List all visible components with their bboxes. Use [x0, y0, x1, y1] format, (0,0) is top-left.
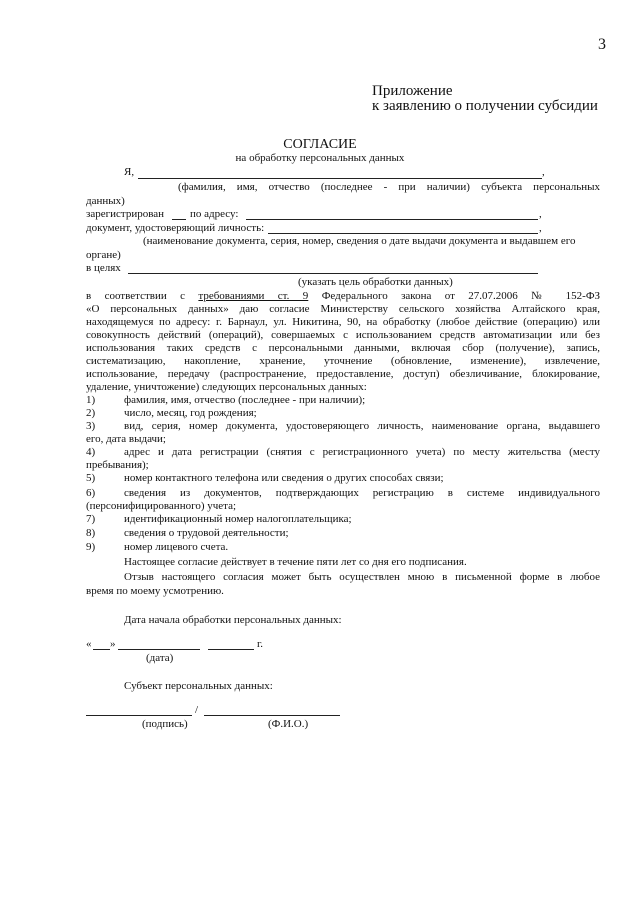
- subject-label: Субъект персональных данных:: [124, 680, 273, 692]
- list-item-number: 1): [86, 394, 96, 406]
- document-field-line[interactable]: [268, 233, 538, 234]
- document-label: документ, удостоверяющий личность:: [86, 222, 265, 234]
- purpose-label: в целях: [86, 262, 121, 274]
- list-item-number: 8): [86, 527, 96, 539]
- fio-note: (фамилия, имя, отчество (последнее - при наличии) субъекта персональных: [178, 181, 600, 193]
- consent-start: в соответствии с: [86, 290, 185, 302]
- revoke-text-cont: время по моему усмотрению.: [86, 585, 224, 597]
- list-item-number: 4): [86, 446, 96, 458]
- purpose-note: (указать цель обработки данных): [298, 276, 453, 288]
- list-item-cont: пребывания);: [86, 459, 149, 471]
- list-item: номер лицевого счета.: [124, 541, 229, 553]
- validity-text: Настоящее согласие действует в течение пяти лет со дня его подписания.: [124, 556, 467, 568]
- consent-line: использование, передачу (распространение, предоставление, доступ) обезличивание, блокирование,: [86, 368, 600, 380]
- year-suffix: г.: [257, 638, 264, 650]
- list-item: фамилия, имя, отчество (последнее - при наличии);: [124, 394, 366, 406]
- list-item-cont: (персонифицированного) учета;: [86, 500, 237, 512]
- document-note-cont: органе): [86, 249, 121, 261]
- list-item-number: 9): [86, 541, 96, 553]
- list-item: идентификационный номер налогоплательщика;: [124, 513, 352, 525]
- name-note: (Ф.И.О.): [268, 718, 309, 730]
- list-item: адрес и дата регистрации (снятия с регистрационного учета) по месту жительства (месту: [124, 446, 600, 458]
- consent-line: «О персональных данных» даю согласие Министерству сельского хозяйства Алтайского края,: [86, 303, 600, 315]
- quote-open: «: [86, 638, 92, 650]
- list-item: вид, серия, номер документа, удостоверяющего личность, наименование органа, выдавшего: [124, 420, 600, 432]
- purpose-field-line[interactable]: [128, 273, 538, 274]
- signature-field-line[interactable]: [86, 715, 192, 716]
- consent-line: систематизацию, накопление, хранение, уточнение (обновление, изменение), извлечение,: [86, 355, 600, 367]
- month-field-line[interactable]: [118, 649, 200, 650]
- law-reference-link[interactable]: требованиями ст. 9: [198, 290, 309, 302]
- list-item: номер контактного телефона или сведения о других способах связи;: [124, 472, 444, 484]
- document-note: (наименование документа, серия, номер, сведения о дате выдачи документа и выдавшем его: [143, 235, 576, 247]
- list-item: сведения из документов, подтверждающих регистрацию в системе индивидуального: [124, 487, 600, 499]
- consent-line: удаление, уничтожение) следующих персональных данных:: [86, 381, 367, 393]
- list-item-number: 6): [86, 487, 96, 499]
- year-field-line[interactable]: [208, 649, 254, 650]
- document-title: СОГЛАСИЕ: [283, 137, 357, 152]
- appendix-line-1: Приложение: [372, 83, 453, 99]
- i-label: Я,: [124, 166, 135, 178]
- appendix-line-2: к заявлению о получении субсидии: [372, 98, 598, 114]
- document-page: 3 Приложение к заявлению о получении субсидии СОГЛАСИЕ на обработку персональных данных Я, , (фамилия, имя, отчество (последнее - при наличии) субъекта персональных данных) зарегистрирован по адресу: , документ, удостоверяющий личность: , (наименование документа, серия, номер, сведения о дате выдачи документа и выдавшем его органе) в целях (указать цель обработки данных) в соответствии с требованиями ст. 9 Федерального закона от 27.07.2006 № 152-ФЗ «О персональных данных» даю согласие Министерству сельского хозяйства Алтайского края, находящемуся по адресу: г. Барнаул, ул. Никитина, 90, на обработку (любое действие (операцию) или совокупность действий (операций), совершаемых с использованием средств автоматизации или без использования таких средств с персональными данными, включая сбор (получение), запись, систематизацию, накопление, хранение, уточнение (обновление, изменение), извлечение, использование, передачу (распространение, предоставление, доступ) обезличивание, блокирование, удаление, уничтожение) следующих персональных данных: 1) фамилия, имя, отчество (последнее - при наличии); 2) число, месяц, год рождения; 3) вид, серия, номер документа, удостоверяющего личность, наименование органа, выдавшего его, дата выдачи; 4) адрес и дата регистрации (снятия с регистрационного учета) по месту жительства (месту пребывания); 5) номер контактного телефона или сведения о других способах связи; 6) сведения из документов, подтверждающих регистрацию в системе индивидуального (персонифицированного) учета; 7) идентификационный номер налогоплательщика; 8) сведения о трудовой деятельности; 9) номер лицевого счета. Настоящее согласие действует в течение пяти лет со дня его подписания. Отзыв настоящего согласия может быть осуществлен мною в письменной форме в любое время по моему усмотрению. Дата начала обработки персональных данных: « » г. (дата) Субъект персональных данных: / (подпись) (Ф.И.О.): [0, 0, 640, 905]
- list-item: число, месяц, год рождения;: [124, 407, 257, 419]
- consent-law: Федерального закона от 27.07.2006 № 152-ФЗ: [321, 290, 601, 302]
- address-label: по адресу:: [190, 208, 239, 220]
- fio-field-line[interactable]: [138, 178, 542, 179]
- revoke-text: Отзыв настоящего согласия может быть осуществлен мною в письменной форме в любое: [124, 571, 600, 583]
- list-item: сведения о трудовой деятельности;: [124, 527, 289, 539]
- page-number: 3: [598, 36, 606, 53]
- name-field-line[interactable]: [204, 715, 340, 716]
- consent-line-1: [86, 290, 600, 302]
- list-item-number: 7): [86, 513, 96, 525]
- signature-slash: /: [195, 704, 199, 716]
- list-item-number: 3): [86, 420, 96, 432]
- list-item-number: 2): [86, 407, 96, 419]
- list-item-cont: его, дата выдачи;: [86, 433, 166, 445]
- document-subtitle: на обработку персональных данных: [235, 152, 405, 164]
- list-item-number: 5): [86, 472, 96, 484]
- consent-line: находящемуся по адресу: г. Барнаул, ул. Никитина, 90, на обработку (любое действие (операцию) или: [86, 316, 600, 328]
- consent-line: использования таких средств с персональными данными, включая сбор (получение), запись,: [86, 342, 600, 354]
- registered-label: зарегистрирован: [86, 208, 165, 220]
- start-date-label: Дата начала обработки персональных данных:: [124, 614, 342, 626]
- consent-line: совокупность действий (операций), совершаемых с использованием средств автоматизации или без: [86, 329, 600, 341]
- day-field-line[interactable]: [93, 649, 110, 650]
- registered-gender-line[interactable]: [172, 219, 186, 220]
- address-field-line[interactable]: [246, 219, 538, 220]
- fio-note-cont: данных): [86, 195, 125, 207]
- signature-note: (подпись): [142, 718, 188, 730]
- quote-close: »: [110, 638, 116, 650]
- date-note: (дата): [146, 652, 174, 664]
